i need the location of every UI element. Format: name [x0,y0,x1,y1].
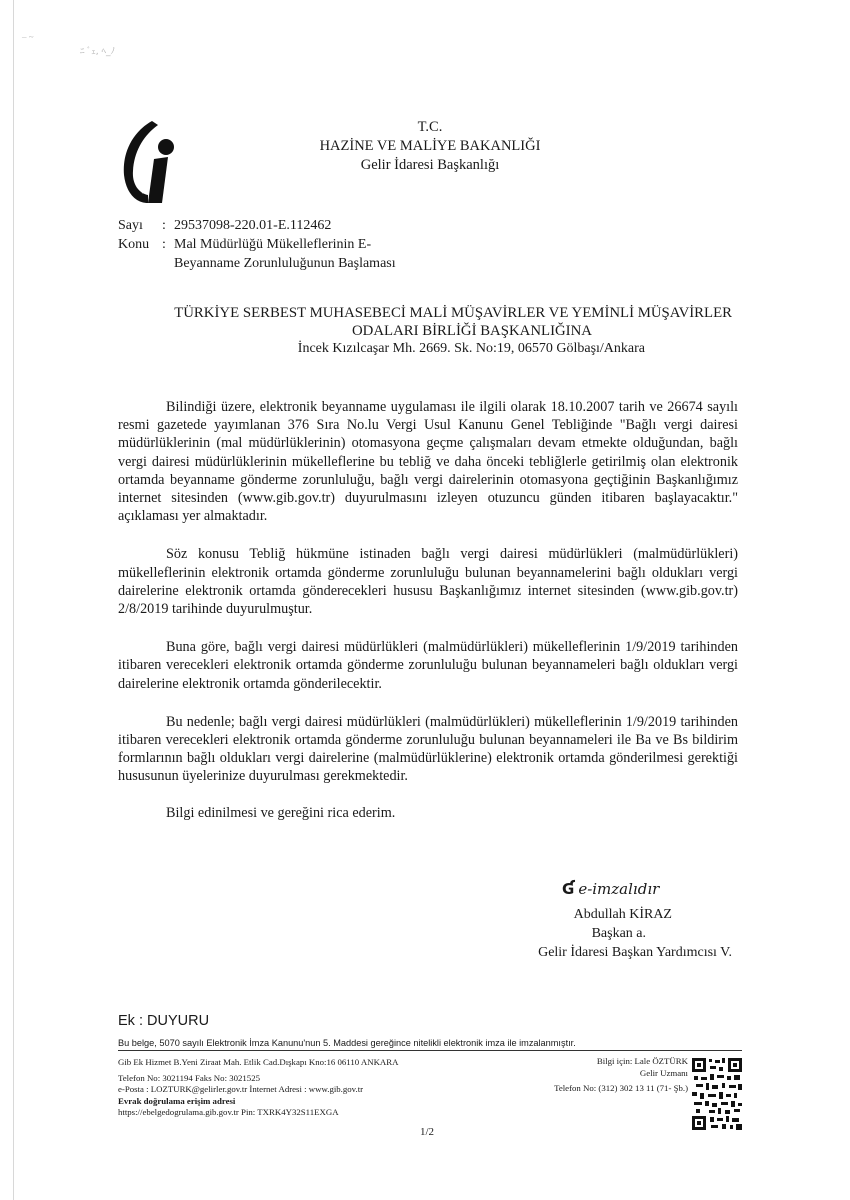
paragraph-1: Bilindiği üzere, elektronik beyanname uygulaması ile ilgili olarak 18.10.2007 tarih ve 26674 sayılı resmi gazetede yayımlanan 376 Sıra No.lu Vergi Usul Kanunu Genel Tebliğinde "Bağlı vergi dairesi müdürlüklerinin (mal müdürlüklerinin) otomasyona geçme çalışmaları devam etmekte olduğundan, bağlı vergi dairesi müdürlüklerinin mükelleflerine bu tebliğ ve daha önceki tebliğlerle getirilmiş olan elektronik ortamda beyanname gönderme zorunluluğu, bağlı vergi dairelerinin otomasyona geçtiğinin Başkanlığımız internet sitesinden (www.gib.gov.tr) duyurulmasını izleyen otuzuncu günden itibaren başlayacaktır." açıklaması yer almaktadır. [118,399,738,525]
recipient-line2: ODALARI BİRLİĞİ BAŞKANLIĞINA [351,323,592,339]
footer-contact [118,1057,518,1119]
e-signature-stamp [562,880,659,898]
paragraph-2: Söz konusu Tebliğ hükmüne istinaden bağlı vergi dairesi müdürlükleri (malmüdürlükleri) mükelleflerinin elektronik ortamda gönderme zorunluluğu bulunan beyannamelerini bağlı oldukları vergi dairelerine elektronik ortamda gönderecekleri hususu Başkanlığımız internet sitesinden (www.gib.gov.tr) 2/8/2019 tarihinde duyurulmuştur. [118,546,738,618]
scan-edge-line [13,0,14,1200]
footer-phone-fax: Telefon No: 3021194 Faks No: 3021525 [118,1072,260,1083]
footer-info [500,1056,688,1095]
qr-code-icon [692,1058,742,1130]
footer-verify-title: Evrak doğrulama erişim adresi [118,1095,236,1106]
scan-mark: – ~ [22,32,34,42]
e-signature-text: e-imzalıdır [578,880,660,898]
letter-body [118,398,738,842]
ministry-name: HAZİNE VE MALİYE BAKANLIĞI [319,138,541,154]
konu-colon: : [162,237,166,252]
department-name: Gelir İdaresi Başkanlığı [360,157,500,173]
paragraph-5: Bilgi edinilmesi ve gereğini rica ederim. [166,804,396,821]
attachment-label: Ek : DUYURU [118,1013,210,1029]
konu-line2: Beyanname Zorunluluğunun Başlaması [174,256,396,271]
konu-label: Konu [118,237,150,252]
info-role: Gelir Uzmanı [639,1067,688,1078]
e-signature-legal-note: Bu belge, 5070 sayılı Elektronik İmza Kanunu'nun 5. Maddesi gereğince nitelikli elektronik imza ile imzalanmıştır. [118,1038,742,1051]
recipient-line1: TÜRKİYE SERBEST MUHASEBECİ MALİ MÜŞAVİRLER VE YEMİNLİ MÜŞAVİRLER [174,305,732,321]
signer-title1: Başkan a. [591,926,646,941]
info-contact: Bilgi için: Lale ÖZTÜRK [596,1056,688,1066]
country-label: T.C. [417,119,443,135]
footer-email-web: e-Posta : LOZTURK@gelirler.gov.tr İnternet Adresi : www.gib.gov.tr [118,1084,364,1095]
paragraph-3: Buna göre, bağlı vergi dairesi müdürlükleri (malmüdürlükleri) mükelleflerinin 1/9/2019 tarihinden itibaren verecekleri elektronik ortamda gönderme zorunluluğu bulunan beyannameleri bağlı oldukları vergi dairelerine elektronik ortamda gönderilecektir. [118,639,738,692]
signer-name: Abdullah KİRAZ [573,907,672,922]
gib-logo-icon [118,117,180,205]
konu-line1: Mal Müdürlüğü Mükelleflerinin E- [174,237,372,252]
recipient-block [120,304,732,358]
sayi-value: 29537098-220.01-E.112462 [174,218,332,233]
document-meta [118,216,396,273]
scan-smudge: ﾆ ﾞｪ, ﾍ_ﾉ [80,47,116,57]
signer-title2: Gelir İdaresi Başkan Yardımcısı V. [538,945,732,960]
page-number: 1/2 [420,1126,435,1138]
gib-mini-logo-icon: Ɠ [562,880,575,898]
footer-verify-url: https://ebelgedogrulama.gib.gov.tr Pin: TXRK4Y32S11EXGA [118,1107,339,1118]
letterhead [270,118,590,175]
info-phone: Telefon No: (312) 302 13 11 (71- Şb.) [554,1083,688,1094]
sayi-colon: : [162,218,166,233]
signature-block [480,905,732,962]
paragraph-4: Bu nedenle; bağlı vergi dairesi müdürlükleri (malmüdürlükleri) mükelleflerinin 1/9/2019 tarihinden itibaren verecekleri elektronik ortamda gönderme zorunluluğu bulunan beyannameleri ile Ba ve Bs bildirim formlarının bağlı oldukları vergi dairelerine (malmüdürlüklerine) elektronik ortamda gönderilmesi gerektiği hususunun üyelerinize duyurulması gerekmektedir. [118,713,738,785]
sayi-label: Sayı [118,218,143,233]
footer-address: Gib Ek Hizmet B.Yeni Ziraat Mah. Etlik Cad.Dışkapı Kno:16 06110 ANKARA [118,1057,399,1067]
recipient-address: İncek Kızılcaşar Mh. 2669. Sk. No:19, 06570 Gölbaşı/Ankara [297,341,645,356]
